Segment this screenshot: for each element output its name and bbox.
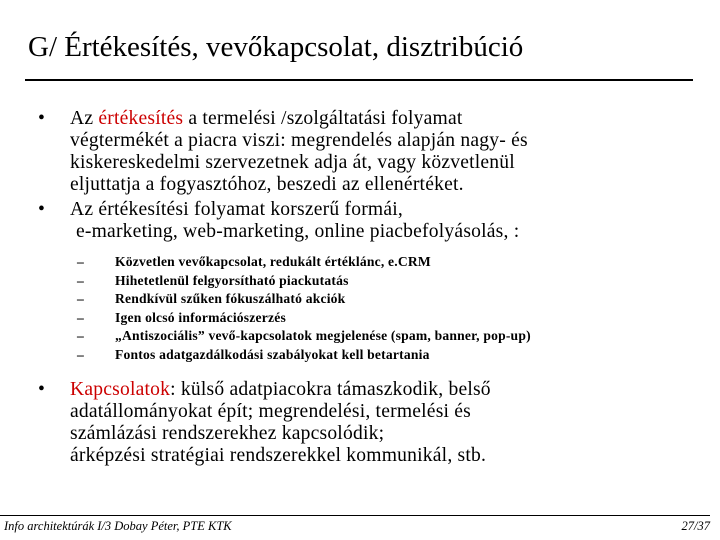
bullet-line: adatállományokat épít; megrendelési, termelési és — [70, 400, 471, 422]
bullet-item — [34, 108, 704, 196]
dash-icon: – — [77, 272, 84, 288]
sub-bullet-item — [70, 346, 704, 365]
bullet-text — [70, 379, 704, 401]
footer-credit: Info architektúrák I/3 Dobay Péter, PTE KTK — [4, 519, 232, 533]
highlight-term: Kapcsolatok — [70, 378, 171, 400]
bullet-rest-text: a termelési /szolgáltatási folyamat — [183, 108, 463, 129]
sub-bullet-item — [70, 327, 704, 346]
bullet-dot-icon: • — [38, 199, 46, 220]
bullet-line: Az értékesítési folyamat korszerű formái, — [70, 199, 403, 220]
footer-divider — [0, 515, 710, 516]
bullet-item — [34, 199, 704, 365]
page-number: 27/37 — [681, 519, 710, 533]
bullet-line: kiskereskedelmi szervezetnek adja át, vagy közvetlenül — [70, 152, 515, 173]
sub-bullet-text: Rendkívül szűken fókuszálható akciók — [115, 291, 346, 307]
dash-icon: – — [77, 346, 84, 362]
sub-bullet-item — [70, 290, 704, 309]
bullet-line: eljuttatja a fogyasztóhoz, beszedi az ellenértéket. — [70, 174, 464, 195]
sub-bullet-item — [70, 309, 704, 328]
bullet-dot-icon: • — [38, 378, 46, 400]
dash-icon: – — [77, 291, 84, 307]
bullet-line: árképzési stratégiai rendszerekkel kommunikál, stb. — [70, 444, 487, 466]
dash-icon: – — [77, 328, 84, 344]
bullet-lead-text: Az — [70, 108, 99, 129]
highlight-term: értékesítés — [98, 108, 184, 129]
sub-bullet-text: „Antiszociális” vevő-kapcsolatok megjelenése (spam, banner, pop-up) — [115, 328, 531, 344]
sub-bullet-text: Igen olcsó információszerzés — [115, 309, 286, 325]
bullet-text — [70, 108, 704, 130]
sub-bullet-text: Fontos adatgazdálkodási szabályokat kell betartania — [115, 346, 430, 362]
sub-bullet-list — [70, 253, 704, 365]
bullet-item — [34, 379, 704, 467]
sub-bullet-text: Hihetetlenül felgyorsítható piackutatás — [115, 272, 349, 288]
bullet-line: végtermékét a piacra viszi: megrendelés alapján nagy- és — [70, 130, 528, 151]
dash-icon: – — [77, 309, 84, 325]
sub-bullet-text: Közvetlen vevőkapcsolat, redukált értéklánc, e.CRM — [115, 254, 431, 269]
bullet-rest-text: : külső adatpiacokra támaszkodik, belső — [170, 378, 491, 400]
sub-bullet-item — [70, 253, 704, 272]
slide-title: G/ Értékesítés, vevőkapcsolat, disztribúció — [28, 31, 524, 63]
bullet-line: számlázási rendszerekhez kapcsolódik; — [70, 422, 385, 444]
sub-bullet-item — [70, 272, 704, 291]
bullet-line: e-marketing, web-marketing, online piacbefolyásolás, : — [76, 221, 520, 242]
title-divider — [25, 79, 693, 81]
bullet-dot-icon: • — [38, 108, 46, 129]
dash-icon: – — [77, 254, 84, 269]
bullet-list — [34, 108, 704, 467]
